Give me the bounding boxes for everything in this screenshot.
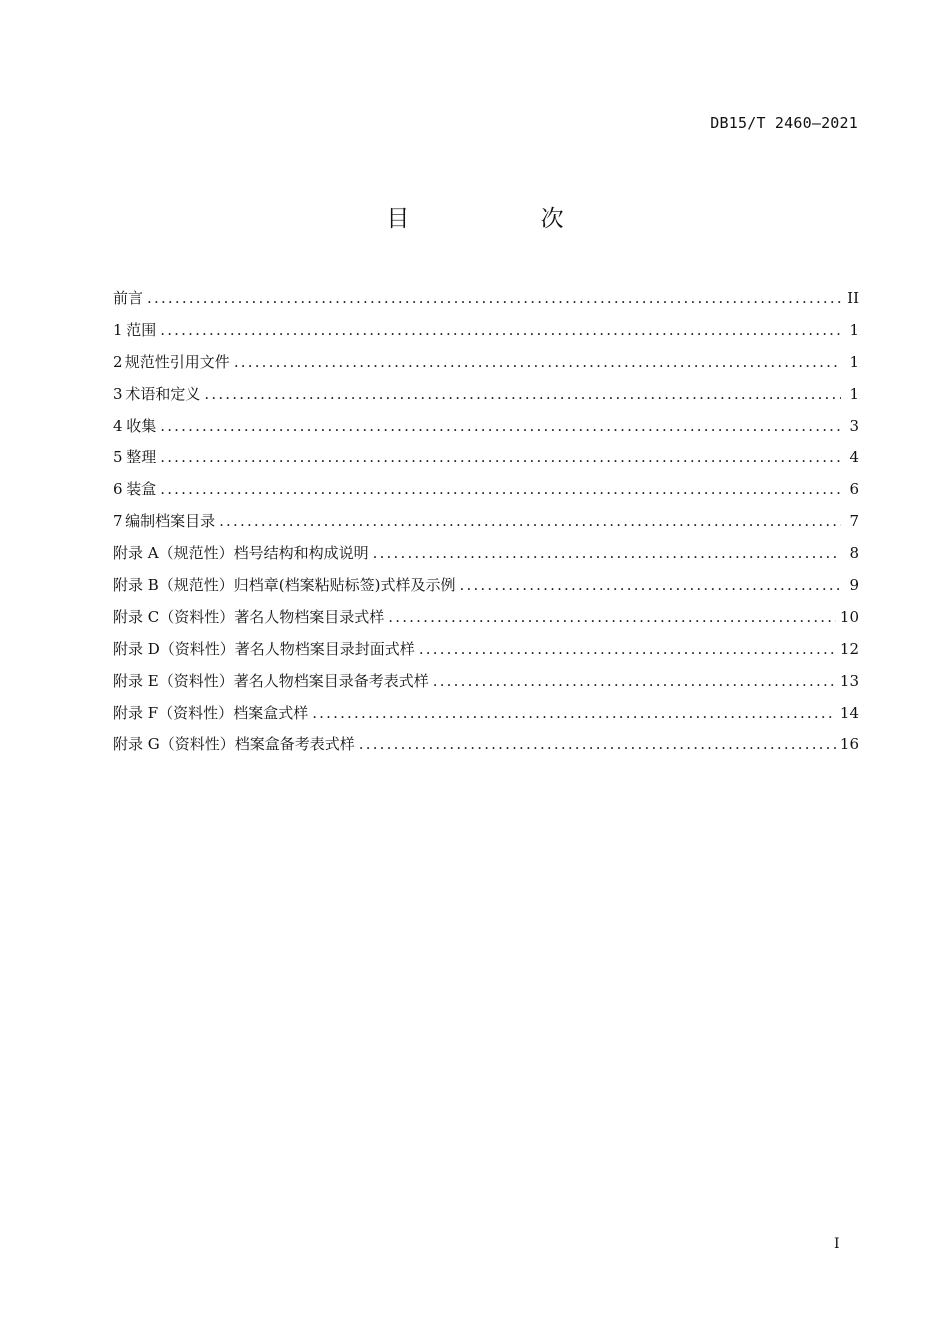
toc-entry[interactable] <box>113 287 859 319</box>
toc-leader-dots <box>433 672 836 690</box>
toc-leader-dots <box>204 385 841 403</box>
toc-entry-label: 装盒 <box>126 480 157 499</box>
toc-entry-appendix: 附录 A（规范性） <box>113 544 234 563</box>
toc-entry-page: 10 <box>839 607 859 626</box>
toc-entry[interactable] <box>113 670 859 702</box>
toc-entry[interactable] <box>113 478 859 510</box>
toc-entry-label: 规范性引用文件 <box>124 352 230 371</box>
toc-entry-label: 术语和定义 <box>125 384 201 403</box>
toc-leader-dots <box>460 576 841 594</box>
toc-entry-label: 著名人物档案目录式样 <box>234 607 385 626</box>
toc-entry-page: 12 <box>839 639 859 658</box>
toc-leader-dots <box>359 735 836 753</box>
toc-entry-page: 3 <box>849 416 859 435</box>
toc-entry-label: 著名人物档案目录备考表式样 <box>233 671 429 690</box>
toc-leader-dots <box>312 704 836 722</box>
toc-leader-dots <box>419 640 836 658</box>
toc-entry-appendix: 附录 B（规范性） <box>113 576 234 595</box>
toc-entry-number: 3 <box>113 384 123 403</box>
toc-leader-dots <box>160 417 841 435</box>
toc-entry[interactable] <box>113 606 859 638</box>
toc-entry-label: 编制档案目录 <box>125 512 216 531</box>
toc-entry-page: 4 <box>849 448 859 467</box>
toc-leader-dots <box>160 480 841 498</box>
toc-entry-number: 5 <box>113 448 123 467</box>
toc-leader-dots <box>219 512 841 530</box>
toc-entry[interactable] <box>113 574 859 606</box>
toc-entry-label: 收集 <box>126 416 157 435</box>
toc-entry-label: 范围 <box>126 320 157 339</box>
toc-entry[interactable] <box>113 319 859 351</box>
toc-entry-page: II <box>847 289 859 307</box>
toc-list <box>113 287 859 765</box>
toc-entry-page: 6 <box>849 480 859 499</box>
toc-entry-page: 1 <box>849 320 859 339</box>
toc-entry-label: 前言 <box>113 289 144 307</box>
toc-entry-number: 7 <box>113 512 123 531</box>
toc-entry-number: 4 <box>113 416 123 435</box>
toc-entry-label: 归档章(档案粘贴标签)式样及示例 <box>233 576 456 595</box>
toc-leader-dots <box>373 544 841 562</box>
toc-entry[interactable] <box>113 383 859 415</box>
toc-entry-label: 著名人物档案目录封面式样 <box>234 639 415 658</box>
toc-leader-dots <box>160 448 841 466</box>
toc-entry[interactable] <box>113 510 859 542</box>
toc-entry-appendix: 附录 G（资料性） <box>113 735 235 754</box>
toc-leader-dots <box>234 353 841 371</box>
toc-entry-appendix: 附录 E（资料性） <box>113 671 234 690</box>
toc-title: 目 次 <box>386 206 626 232</box>
page-number: I <box>834 1236 840 1252</box>
toc-entry-appendix: 附录 C（资料性） <box>113 607 235 626</box>
toc-entry-label: 档号结构和构成说明 <box>233 544 369 563</box>
toc-entry[interactable] <box>113 638 859 670</box>
toc-entry[interactable] <box>113 415 859 447</box>
toc-entry-page: 13 <box>839 671 859 690</box>
toc-entry-page: 14 <box>839 703 859 722</box>
toc-leader-dots <box>388 608 836 626</box>
toc-entry[interactable] <box>113 446 859 478</box>
toc-leader-dots <box>160 321 841 339</box>
toc-entry-appendix: 附录 F（资料性） <box>113 703 234 722</box>
toc-entry-page: 7 <box>849 512 859 531</box>
toc-entry-number: 1 <box>113 320 123 339</box>
toc-entry-number: 6 <box>113 480 123 499</box>
toc-entry-label: 档案盒备考表式样 <box>234 735 355 754</box>
toc-entry-page: 1 <box>849 384 859 403</box>
toc-entry-label: 档案盒式样 <box>233 703 309 722</box>
doc-code: DB15/T 2460—2021 <box>710 114 858 132</box>
toc-entry-number: 2 <box>113 352 123 371</box>
toc-entry-page: 16 <box>839 735 859 754</box>
toc-leader-dots <box>147 289 841 307</box>
toc-entry-appendix: 附录 D（资料性） <box>113 639 235 658</box>
toc-entry[interactable] <box>113 702 859 734</box>
toc-entry-page: 9 <box>849 576 859 595</box>
toc-entry-page: 8 <box>849 544 859 563</box>
toc-entry[interactable] <box>113 542 859 574</box>
toc-entry-label: 整理 <box>126 448 157 467</box>
toc-entry-page: 1 <box>849 352 859 371</box>
toc-entry[interactable] <box>113 351 859 383</box>
toc-entry[interactable] <box>113 733 859 765</box>
